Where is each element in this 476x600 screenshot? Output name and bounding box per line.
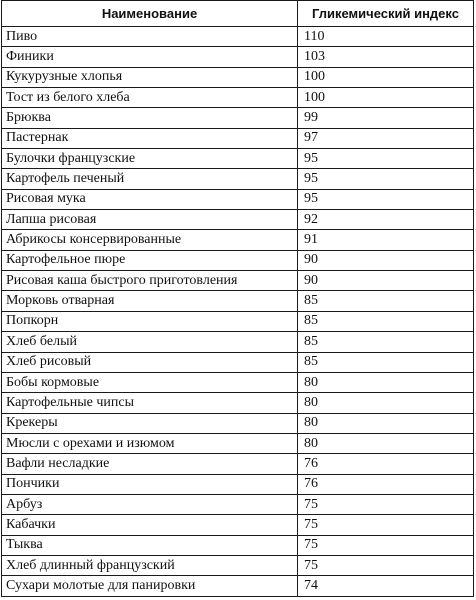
table-row xyxy=(2,555,474,575)
table-row xyxy=(2,291,474,311)
glycemic-index-cell: 85 xyxy=(298,291,474,311)
table-row xyxy=(2,27,474,47)
product-name-cell: Лапша рисовая xyxy=(2,210,298,230)
product-name-cell: Тост из белого хлеба xyxy=(2,88,298,108)
product-name-cell: Крекеры xyxy=(2,413,298,433)
product-name-cell: Хлеб длинный французский xyxy=(2,555,298,575)
table-row xyxy=(2,149,474,169)
table-row xyxy=(2,515,474,535)
table-row xyxy=(2,576,474,596)
glycemic-index-cell: 85 xyxy=(298,311,474,331)
glycemic-index-cell: 75 xyxy=(298,555,474,575)
table-row xyxy=(2,210,474,230)
table-row xyxy=(2,47,474,67)
glycemic-index-cell: 95 xyxy=(298,149,474,169)
glycemic-index-cell: 92 xyxy=(298,210,474,230)
product-name-cell: Хлеб рисовый xyxy=(2,352,298,372)
table-row xyxy=(2,169,474,189)
product-name-cell: Тыква xyxy=(2,535,298,555)
product-name-cell: Мюсли с орехами и изюмом xyxy=(2,433,298,453)
glycemic-index-cell: 75 xyxy=(298,515,474,535)
glycemic-index-cell: 95 xyxy=(298,169,474,189)
glycemic-index-cell: 100 xyxy=(298,88,474,108)
product-name-cell: Морковь отварная xyxy=(2,291,298,311)
table-row xyxy=(2,494,474,514)
glycemic-index-cell: 99 xyxy=(298,108,474,128)
product-name-cell: Кукурузные хлопья xyxy=(2,67,298,87)
product-name-cell: Финики xyxy=(2,47,298,67)
table-row xyxy=(2,474,474,494)
product-name-cell: Рисовая мука xyxy=(2,189,298,209)
table-row xyxy=(2,454,474,474)
table-row xyxy=(2,67,474,87)
product-name-cell: Рисовая каша быстрого приготовления xyxy=(2,271,298,291)
product-name-cell: Сухари молотые для панировки xyxy=(2,576,298,596)
glycemic-index-table xyxy=(1,0,474,597)
glycemic-index-cell: 90 xyxy=(298,250,474,270)
table-row xyxy=(2,393,474,413)
product-name-cell: Вафли несладкие xyxy=(2,454,298,474)
glycemic-index-cell: 95 xyxy=(298,189,474,209)
glycemic-index-cell: 110 xyxy=(298,27,474,47)
product-name-cell: Абрикосы консервированные xyxy=(2,230,298,250)
table-row xyxy=(2,535,474,555)
product-name-cell: Арбуз xyxy=(2,494,298,514)
product-name-cell: Пастернак xyxy=(2,128,298,148)
column-header-glycemic-index: Гликемический индекс xyxy=(298,1,474,27)
glycemic-index-cell: 80 xyxy=(298,393,474,413)
product-name-cell: Картофельное пюре xyxy=(2,250,298,270)
product-name-cell: Булочки французские xyxy=(2,149,298,169)
glycemic-index-cell: 75 xyxy=(298,535,474,555)
table-row xyxy=(2,372,474,392)
glycemic-index-cell: 80 xyxy=(298,413,474,433)
table-row xyxy=(2,88,474,108)
table-row xyxy=(2,332,474,352)
table-row xyxy=(2,128,474,148)
table-row xyxy=(2,189,474,209)
glycemic-index-cell: 80 xyxy=(298,372,474,392)
glycemic-index-cell: 85 xyxy=(298,332,474,352)
table-row xyxy=(2,433,474,453)
glycemic-index-cell: 80 xyxy=(298,433,474,453)
column-header-name: Наименование xyxy=(2,1,298,27)
table-row xyxy=(2,230,474,250)
table-row xyxy=(2,108,474,128)
product-name-cell: Попкорн xyxy=(2,311,298,331)
table-row xyxy=(2,311,474,331)
glycemic-index-cell: 76 xyxy=(298,454,474,474)
table-row xyxy=(2,352,474,372)
product-name-cell: Пиво xyxy=(2,27,298,47)
product-name-cell: Картофель печеный xyxy=(2,169,298,189)
glycemic-index-cell: 90 xyxy=(298,271,474,291)
product-name-cell: Хлеб белый xyxy=(2,332,298,352)
product-name-cell: Картофельные чипсы xyxy=(2,393,298,413)
product-name-cell: Бобы кормовые xyxy=(2,372,298,392)
product-name-cell: Кабачки xyxy=(2,515,298,535)
table-body xyxy=(2,27,474,597)
glycemic-index-cell: 103 xyxy=(298,47,474,67)
product-name-cell: Брюква xyxy=(2,108,298,128)
table-row xyxy=(2,413,474,433)
glycemic-index-cell: 74 xyxy=(298,576,474,596)
glycemic-index-cell: 76 xyxy=(298,474,474,494)
table-row xyxy=(2,271,474,291)
table-row xyxy=(2,250,474,270)
glycemic-index-cell: 91 xyxy=(298,230,474,250)
glycemic-index-cell: 100 xyxy=(298,67,474,87)
glycemic-index-cell: 75 xyxy=(298,494,474,514)
product-name-cell: Пончики xyxy=(2,474,298,494)
glycemic-index-cell: 97 xyxy=(298,128,474,148)
glycemic-index-cell: 85 xyxy=(298,352,474,372)
table-header-row xyxy=(2,1,474,27)
